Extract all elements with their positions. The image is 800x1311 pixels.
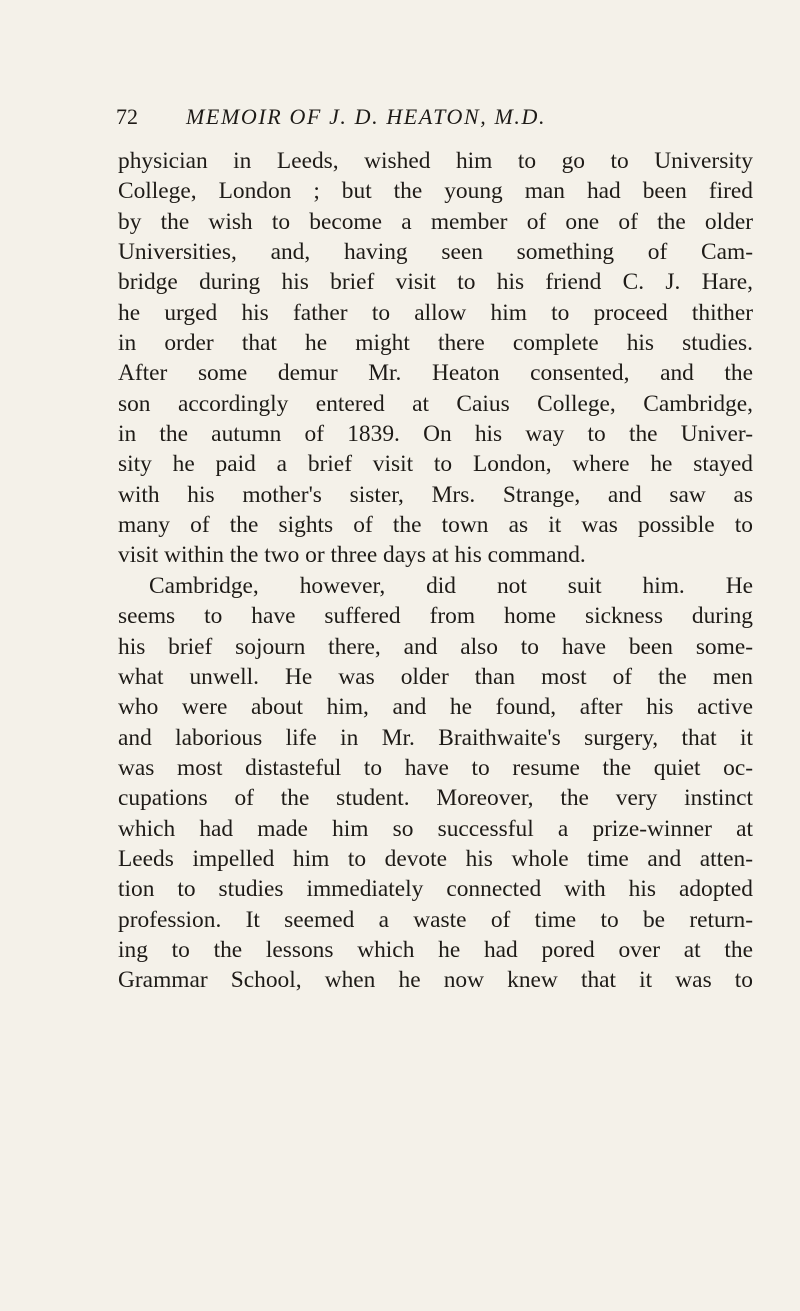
running-head bbox=[116, 102, 756, 132]
text-line: Grammar School, when he now knew that it was to bbox=[118, 967, 753, 994]
text-line: who were about him, and he found, after his active bbox=[118, 694, 753, 721]
text-line: tion to studies immediately connected with his adopted bbox=[118, 876, 753, 903]
text-line: he urged his father to allow him to proceed thither bbox=[118, 299, 753, 326]
text-line: in the autumn of 1839. On his way to the Univer- bbox=[118, 421, 753, 448]
text-line: cupations of the student. Moreover, the very instinct bbox=[118, 785, 753, 812]
text-line: bridge during his brief visit to his friend C. J. Hare, bbox=[118, 269, 753, 296]
text-line: by the wish to become a member of one of the older bbox=[118, 208, 753, 235]
text-line: sity he paid a brief visit to London, where he stayed bbox=[118, 451, 753, 478]
text-line: which had made him so successful a prize-winner at bbox=[118, 815, 753, 842]
text-line: was most distasteful to have to resume the quiet oc- bbox=[118, 754, 753, 781]
text-line: many of the sights of the town as it was possible to bbox=[118, 512, 753, 539]
text-line: ing to the lessons which he had pored over at the bbox=[118, 936, 753, 963]
text-line: College, London ; but the young man had been fired bbox=[118, 178, 753, 205]
text-line: Cambridge, however, did not suit him. He bbox=[149, 572, 753, 599]
text-line: with his mother's sister, Mrs. Strange, and saw as bbox=[118, 481, 753, 508]
text-line: Leeds impelled him to devote his whole time and atten- bbox=[118, 845, 753, 872]
text-line: visit within the two or three days at his command. bbox=[118, 542, 586, 569]
page-number: 72 bbox=[116, 104, 138, 129]
text-line: Universities, and, having seen something of Cam- bbox=[118, 239, 753, 266]
text-line: in order that he might there complete his studies. bbox=[118, 330, 753, 357]
text-line: his brief sojourn there, and also to have been some- bbox=[118, 633, 753, 660]
text-line: and laborious life in Mr. Braithwaite's surgery, that it bbox=[118, 724, 753, 751]
text-line: After some demur Mr. Heaton consented, and the bbox=[118, 360, 753, 387]
body-text bbox=[118, 146, 753, 996]
text-line: son accordingly entered at Caius College, Cambridge, bbox=[118, 390, 753, 417]
text-line: profession. It seemed a waste of time to be return- bbox=[118, 906, 753, 933]
running-title: MEMOIR OF J. D. HEATON, M.D. bbox=[186, 104, 547, 129]
text-line: physician in Leeds, wished him to go to University bbox=[118, 148, 753, 174]
text-line: seems to have suffered from home sickness during bbox=[118, 603, 753, 630]
text-line: what unwell. He was older than most of the men bbox=[118, 663, 753, 690]
